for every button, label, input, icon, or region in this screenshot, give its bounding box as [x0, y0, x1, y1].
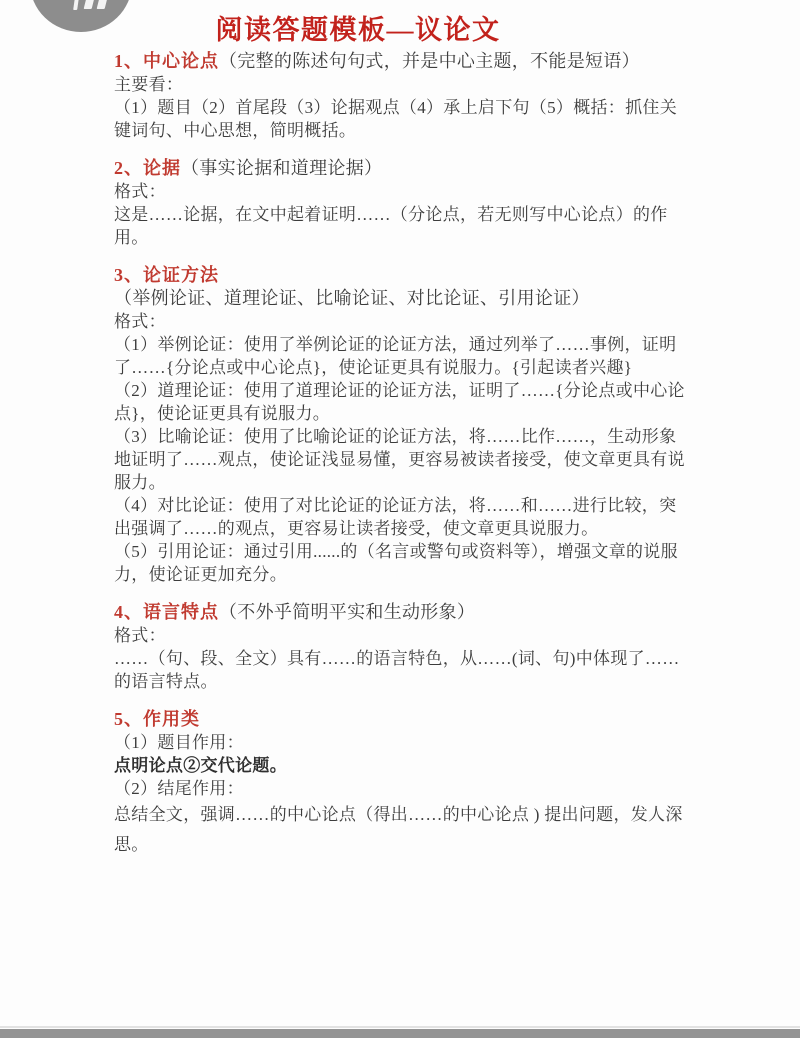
section-heading: [114, 157, 692, 180]
section-heading-label: 4、语言特点: [114, 602, 219, 622]
document-body: [114, 50, 692, 875]
paragraph: （1）题目作用：: [114, 733, 244, 752]
paragraph: 格式：: [114, 312, 166, 331]
paragraph: （1）题目（2）首尾段（3）论据观点（4）承上启下句（5）概括：抓住关键词句、中心思想，简明概括。: [114, 98, 677, 140]
section-heading-note: （举例论证、道理论证、比喻论证、对比论证、引用论证）: [114, 288, 590, 308]
footer-bar: [0, 1029, 800, 1038]
section-heading-note: （不外乎简明平实和生动形象）: [219, 602, 476, 622]
paragraph: 格式：: [114, 626, 166, 645]
section-heading-label: 2、论据: [114, 158, 181, 178]
paragraph: 这是……论据，在文中起着证明……（分论点，若无则写中心论点）的作用。: [114, 205, 668, 247]
paragraph: 点明论点②交代论题。: [114, 756, 287, 775]
section-heading-note: （完整的陈述句句式，并是中心主题，不能是短语）: [219, 51, 640, 71]
section-central-argument: [114, 50, 692, 142]
section-heading: [114, 264, 692, 310]
section-heading-label: 3、论证方法: [114, 265, 219, 285]
section-heading: [114, 50, 692, 73]
paragraph: 总结全文，强调……的中心论点（得出……的中心论点 ) 提出问题，发人深思。: [114, 805, 683, 854]
section-heading-label: 5、作用类: [114, 709, 200, 729]
section-language-features: [114, 601, 692, 693]
section-function-type: [114, 708, 692, 860]
footer-divider: [0, 1026, 800, 1028]
section-evidence: [114, 157, 692, 249]
paragraph: 主要看：: [114, 75, 184, 94]
paragraph: 格式：: [114, 182, 166, 201]
section-heading: [114, 708, 692, 731]
paragraph: （1）举例论证：使用了举例论证的论证方法，通过列举了……事例，证明了……{分论点或中心论点}，使论证更具有说服力。{引起读者兴趣}: [114, 335, 677, 377]
paragraph: （2）道理论证：使用了道理论证的论证方法，证明了……{分论点或中心论点}，使论证更具有说服力。: [114, 381, 685, 423]
paragraph: （3）比喻论证：使用了比喻论证的论证方法，将……比作……，生动形象地证明了……观点，使论证浅显易懂，更容易被读者接受，使文章更具有说服力。: [114, 427, 685, 492]
section-heading-label: 1、中心论点: [114, 51, 219, 71]
page-title: 阅读答题模板—议论文: [215, 15, 501, 45]
paragraph: ……（句、段、全文）具有……的语言特色，从……(词、句)中体现了……的语言特点。: [114, 649, 680, 691]
section-argumentation-methods: [114, 264, 692, 586]
section-heading: [114, 601, 692, 624]
paragraph: （4）对比论证：使用了对比论证的论证方法，将……和……进行比较，突出强调了……的观点，更容易让读者接受，使文章更具说服力。: [114, 496, 677, 538]
paragraph: （2）结尾作用：: [114, 779, 244, 798]
paragraph: （5）引用论证：通过引用......的（名言或警句或资料等），增强文章的说服力，使论证更加充分。: [114, 542, 678, 584]
section-heading-note: （事实论据和道理论据）: [181, 158, 383, 178]
